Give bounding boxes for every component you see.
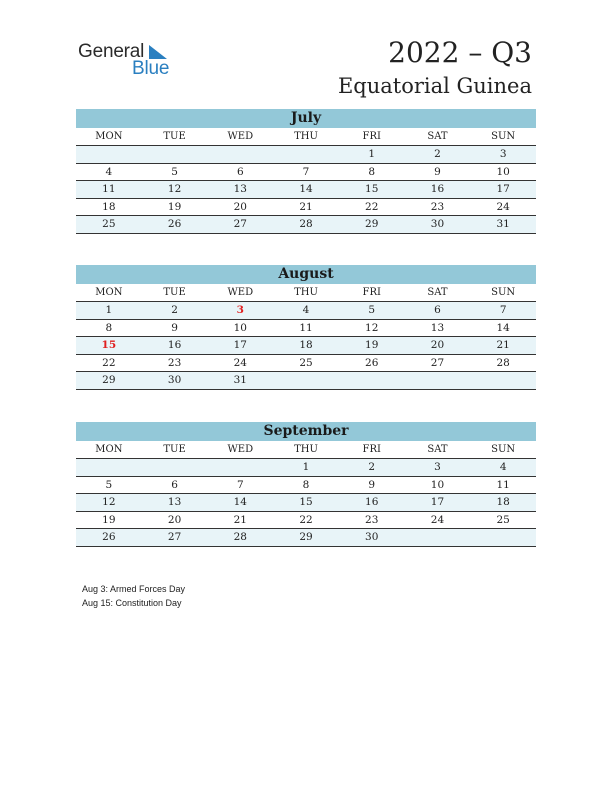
day-cell [142, 146, 208, 163]
day-cell: 21 [233, 513, 247, 526]
weekday-header-row [76, 284, 536, 302]
day-cell: 2 [434, 148, 441, 160]
weekday-label: WED [227, 131, 254, 142]
day-cell: 8 [105, 321, 113, 334]
day-cell: 7 [302, 165, 310, 178]
day-cell [76, 146, 142, 163]
week-row [76, 181, 536, 199]
month-block-august [76, 265, 536, 390]
weekday-header-row [76, 128, 536, 146]
week-row [76, 372, 536, 390]
day-cell: 5 [105, 478, 113, 491]
month-header: September [76, 422, 536, 441]
day-cell [207, 146, 273, 163]
day-cell: 29 [299, 531, 313, 543]
day-cell [339, 372, 405, 389]
logo-text-general: General [78, 41, 145, 62]
day-cell: 22 [299, 513, 313, 526]
day-cell [142, 459, 208, 476]
weeks-container [76, 146, 536, 234]
day-cell: 28 [299, 218, 313, 230]
day-cell: 17 [496, 183, 510, 195]
day-cell: 6 [236, 165, 244, 178]
day-cell: 22 [102, 356, 116, 369]
week-row [76, 164, 536, 182]
weekday-label: FRI [362, 287, 381, 298]
weekday-header-row [76, 441, 536, 459]
day-cell: 4 [302, 304, 310, 316]
day-cell: 16 [430, 183, 445, 195]
day-cell: 27 [233, 218, 247, 230]
weekday-label: WED [227, 444, 254, 455]
day-cell: 18 [102, 200, 116, 213]
day-cell: 14 [496, 321, 510, 334]
page-title: 2022 – Q3 [388, 36, 532, 69]
day-cell: 9 [171, 321, 178, 334]
day-cell: 31 [496, 218, 510, 230]
day-cell: 23 [167, 356, 182, 369]
day-cell: 11 [496, 478, 510, 491]
day-cell [470, 529, 536, 546]
day-cell: 14 [299, 183, 313, 195]
day-cell: 24 [496, 200, 510, 213]
day-cell: 16 [365, 496, 379, 508]
month-header: July [76, 109, 536, 128]
weekday-label: TUE [163, 287, 186, 298]
month-header: August [76, 265, 536, 284]
holiday-notes [82, 582, 185, 610]
weekday-label: SAT [427, 131, 448, 142]
day-cell: 17 [233, 339, 247, 351]
weekday-label: THU [294, 287, 318, 298]
day-cell [273, 372, 339, 389]
day-cell: 6 [434, 304, 441, 316]
day-cell: 14 [233, 496, 247, 508]
holiday-note: Aug 3: Armed Forces Day [82, 584, 186, 594]
day-cell: 4 [499, 461, 507, 473]
weekday-label: SAT [427, 444, 448, 455]
day-cell: 4 [105, 165, 113, 178]
day-cell: 18 [299, 339, 313, 351]
weeks-container [76, 459, 536, 547]
day-cell: 19 [167, 200, 182, 213]
day-cell: 15 [101, 339, 117, 351]
day-cell: 11 [299, 321, 313, 334]
logo-text-blue: Blue [132, 58, 170, 79]
weekday-label: FRI [362, 131, 381, 142]
day-cell: 10 [430, 478, 445, 491]
day-cell: 10 [496, 165, 510, 178]
day-cell: 13 [430, 321, 445, 334]
day-cell: 29 [365, 218, 379, 230]
weekday-label: SUN [491, 131, 516, 142]
day-cell: 25 [299, 356, 313, 369]
day-cell: 15 [365, 183, 379, 195]
day-cell: 29 [102, 374, 116, 386]
day-cell: 9 [368, 478, 376, 491]
day-cell [405, 372, 471, 389]
day-cell: 16 [167, 339, 182, 351]
country-name: Equatorial Guinea [337, 74, 532, 98]
weekday-label: MON [95, 287, 123, 298]
day-cell: 2 [368, 461, 376, 473]
logo [78, 41, 188, 81]
day-cell: 13 [167, 496, 182, 508]
weekday-label: MON [95, 131, 123, 142]
day-cell: 6 [171, 478, 178, 491]
day-cell: 30 [167, 374, 182, 386]
day-cell: 5 [171, 165, 178, 178]
day-cell: 1 [368, 148, 376, 160]
day-cell [207, 459, 273, 476]
weekday-label: THU [294, 444, 318, 455]
week-row [76, 146, 536, 164]
day-cell: 7 [236, 478, 244, 491]
day-cell: 27 [167, 531, 182, 543]
day-cell: 1 [302, 461, 310, 473]
week-row [76, 355, 536, 373]
day-cell: 23 [365, 513, 379, 526]
day-cell: 3 [434, 461, 441, 473]
day-cell: 22 [365, 200, 379, 213]
week-row [76, 320, 536, 338]
day-cell: 5 [368, 304, 376, 316]
day-cell: 20 [167, 513, 182, 526]
day-cell: 24 [233, 356, 247, 369]
day-cell: 18 [496, 496, 510, 508]
week-row [76, 199, 536, 217]
day-cell [470, 372, 536, 389]
day-cell: 3 [236, 304, 244, 316]
week-row [76, 477, 536, 495]
day-cell: 15 [299, 496, 313, 508]
day-cell: 28 [233, 531, 247, 543]
day-cell: 30 [365, 531, 379, 543]
week-row [76, 529, 536, 547]
day-cell: 26 [167, 218, 182, 230]
month-block-september [76, 422, 536, 547]
day-cell: 21 [496, 339, 510, 351]
day-cell: 26 [365, 356, 379, 369]
day-cell: 25 [102, 218, 116, 230]
weekday-label: SUN [491, 444, 516, 455]
day-cell: 9 [434, 165, 441, 178]
week-row [76, 302, 536, 320]
day-cell: 1 [105, 304, 113, 316]
day-cell: 7 [499, 304, 507, 316]
day-cell: 28 [496, 356, 510, 369]
day-cell: 21 [299, 200, 313, 213]
day-cell [273, 146, 339, 163]
day-cell [405, 529, 471, 546]
day-cell: 24 [430, 513, 445, 526]
day-cell: 19 [365, 339, 379, 351]
day-cell: 13 [233, 183, 247, 195]
day-cell: 2 [171, 304, 178, 316]
day-cell: 3 [499, 148, 507, 160]
week-row [76, 337, 536, 355]
day-cell: 20 [233, 200, 247, 213]
weekday-label: TUE [163, 444, 186, 455]
weekday-label: TUE [163, 131, 186, 142]
day-cell: 10 [233, 321, 247, 334]
day-cell: 25 [496, 513, 510, 526]
day-cell: 11 [102, 183, 116, 195]
weekday-label: THU [294, 131, 318, 142]
day-cell: 20 [430, 339, 445, 351]
day-cell: 23 [430, 200, 445, 213]
weekday-label: MON [95, 444, 123, 455]
week-row [76, 459, 536, 477]
day-cell: 8 [368, 165, 376, 178]
weeks-container [76, 302, 536, 390]
weekday-label: FRI [362, 444, 381, 455]
day-cell: 12 [102, 496, 116, 508]
day-cell: 27 [430, 356, 445, 369]
week-row [76, 512, 536, 530]
week-row [76, 494, 536, 512]
day-cell: 17 [430, 496, 445, 508]
day-cell: 30 [430, 218, 445, 230]
day-cell: 12 [365, 321, 379, 334]
weekday-label: SAT [427, 287, 448, 298]
holiday-note: Aug 15: Constitution Day [82, 598, 182, 608]
day-cell: 31 [233, 374, 247, 386]
month-block-july [76, 109, 536, 234]
day-cell: 12 [167, 183, 182, 195]
day-cell [76, 459, 142, 476]
weekday-label: WED [227, 287, 254, 298]
weekday-label: SUN [491, 287, 516, 298]
day-cell: 26 [102, 531, 116, 543]
day-cell: 19 [102, 513, 116, 526]
week-row [76, 216, 536, 234]
day-cell: 8 [302, 478, 310, 491]
